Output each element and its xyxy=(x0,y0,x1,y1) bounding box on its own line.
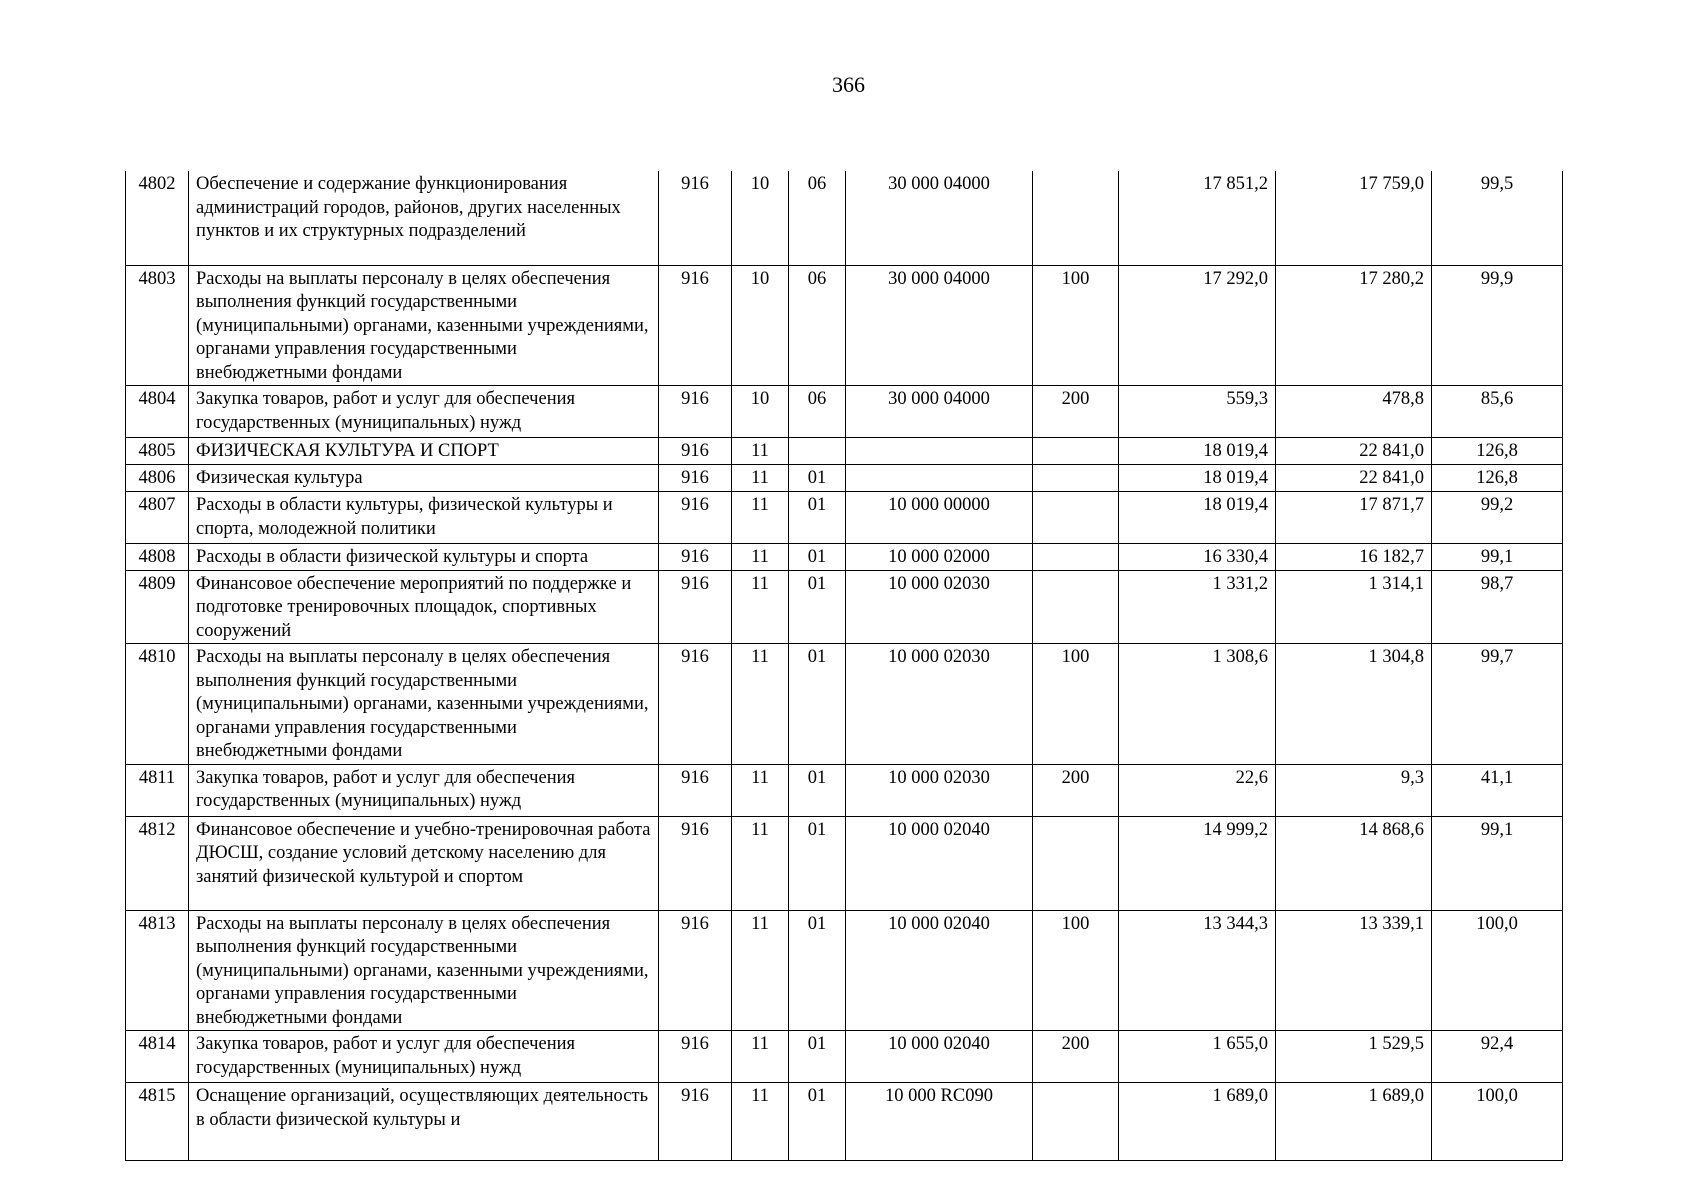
ved-cell: 916 xyxy=(659,1031,732,1083)
row-name-cell: Финансовое обеспечение и учебно-тренировочная работа ДЮСШ, создание условий детскому населению для занятий физической культурой и спортом xyxy=(189,816,659,910)
row-number-cell: 4813 xyxy=(126,910,189,1031)
actual-amount-cell: 1 689,0 xyxy=(1276,1083,1432,1161)
subsection-cell: 01 xyxy=(789,1031,846,1083)
subsection-cell: 01 xyxy=(789,544,846,571)
expense-type-cell xyxy=(1033,544,1119,571)
plan-amount-cell: 13 344,3 xyxy=(1119,910,1276,1031)
percent-cell: 100,0 xyxy=(1432,1083,1563,1161)
expense-type-cell xyxy=(1033,570,1119,644)
row-number-cell: 4812 xyxy=(126,816,189,910)
plan-amount-cell: 1 655,0 xyxy=(1119,1031,1276,1083)
percent-cell: 99,1 xyxy=(1432,544,1563,571)
expense-type-cell xyxy=(1033,492,1119,544)
plan-amount-cell: 1 308,6 xyxy=(1119,644,1276,765)
actual-amount-cell: 478,8 xyxy=(1276,386,1432,438)
table-row xyxy=(126,265,1563,386)
plan-amount-cell: 18 019,4 xyxy=(1119,492,1276,544)
expense-type-cell: 100 xyxy=(1033,644,1119,765)
subsection-cell: 01 xyxy=(789,1083,846,1161)
expense-type-cell: 100 xyxy=(1033,265,1119,386)
target-article-cell: 10 000 02000 xyxy=(846,544,1033,571)
actual-amount-cell: 22 841,0 xyxy=(1276,465,1432,492)
ved-cell: 916 xyxy=(659,764,732,816)
table-row xyxy=(126,171,1563,265)
percent-cell: 99,2 xyxy=(1432,492,1563,544)
actual-amount-cell: 14 868,6 xyxy=(1276,816,1432,910)
actual-amount-cell: 17 759,0 xyxy=(1276,171,1432,265)
plan-amount-cell: 22,6 xyxy=(1119,764,1276,816)
row-name-cell: Закупка товаров, работ и услуг для обеспечения государственных (муниципальных) нужд xyxy=(189,764,659,816)
section-cell: 11 xyxy=(732,764,789,816)
table-row xyxy=(126,764,1563,816)
actual-amount-cell: 9,3 xyxy=(1276,764,1432,816)
row-number-cell: 4815 xyxy=(126,1083,189,1161)
subsection-cell: 01 xyxy=(789,644,846,765)
ved-cell: 916 xyxy=(659,492,732,544)
plan-amount-cell: 18 019,4 xyxy=(1119,438,1276,465)
subsection-cell: 06 xyxy=(789,171,846,265)
actual-amount-cell: 16 182,7 xyxy=(1276,544,1432,571)
section-cell: 11 xyxy=(732,465,789,492)
section-cell: 11 xyxy=(732,544,789,571)
expense-type-cell: 200 xyxy=(1033,764,1119,816)
actual-amount-cell: 17 280,2 xyxy=(1276,265,1432,386)
row-name-cell: Расходы в области физической культуры и спорта xyxy=(189,544,659,571)
expense-type-cell xyxy=(1033,465,1119,492)
actual-amount-cell: 1 529,5 xyxy=(1276,1031,1432,1083)
subsection-cell xyxy=(789,438,846,465)
percent-cell: 99,7 xyxy=(1432,644,1563,765)
target-article-cell xyxy=(846,438,1033,465)
row-number-cell: 4806 xyxy=(126,465,189,492)
target-article-cell xyxy=(846,465,1033,492)
row-number-cell: 4804 xyxy=(126,386,189,438)
ved-cell: 916 xyxy=(659,570,732,644)
row-name-cell: ФИЗИЧЕСКАЯ КУЛЬТУРА И СПОРТ xyxy=(189,438,659,465)
actual-amount-cell: 13 339,1 xyxy=(1276,910,1432,1031)
row-name-cell: Закупка товаров, работ и услуг для обеспечения государственных (муниципальных) нужд xyxy=(189,386,659,438)
subsection-cell: 01 xyxy=(789,816,846,910)
ved-cell: 916 xyxy=(659,544,732,571)
table-row xyxy=(126,465,1563,492)
target-article-cell: 10 000 00000 xyxy=(846,492,1033,544)
percent-cell: 99,1 xyxy=(1432,816,1563,910)
target-article-cell: 10 000 02040 xyxy=(846,1031,1033,1083)
actual-amount-cell: 1 304,8 xyxy=(1276,644,1432,765)
ved-cell: 916 xyxy=(659,386,732,438)
subsection-cell: 01 xyxy=(789,910,846,1031)
plan-amount-cell: 14 999,2 xyxy=(1119,816,1276,910)
row-number-cell: 4802 xyxy=(126,171,189,265)
table-row xyxy=(126,492,1563,544)
row-number-cell: 4811 xyxy=(126,764,189,816)
subsection-cell: 06 xyxy=(789,386,846,438)
row-name-cell: Физическая культура xyxy=(189,465,659,492)
expense-type-cell xyxy=(1033,438,1119,465)
row-name-cell: Финансовое обеспечение мероприятий по поддержке и подготовке тренировочных площадок, спортивных сооружений xyxy=(189,570,659,644)
percent-cell: 126,8 xyxy=(1432,465,1563,492)
table-body xyxy=(126,171,1563,1161)
actual-amount-cell: 1 314,1 xyxy=(1276,570,1432,644)
section-cell: 11 xyxy=(732,1031,789,1083)
plan-amount-cell: 16 330,4 xyxy=(1119,544,1276,571)
table-row xyxy=(126,816,1563,910)
subsection-cell: 01 xyxy=(789,492,846,544)
target-article-cell: 10 000 02040 xyxy=(846,816,1033,910)
plan-amount-cell: 1 331,2 xyxy=(1119,570,1276,644)
section-cell: 11 xyxy=(732,816,789,910)
percent-cell: 99,9 xyxy=(1432,265,1563,386)
row-name-cell: Расходы на выплаты персоналу в целях обеспечения выполнения функций государственными (муниципальными) органами, казенными учреждениями, органами управления государственными внебюджетными фондами xyxy=(189,910,659,1031)
row-name-cell: Расходы на выплаты персоналу в целях обеспечения выполнения функций государственными (муниципальными) органами, казенными учреждениями, органами управления государственными внебюджетными фондами xyxy=(189,265,659,386)
percent-cell: 126,8 xyxy=(1432,438,1563,465)
table-row xyxy=(126,570,1563,644)
plan-amount-cell: 18 019,4 xyxy=(1119,465,1276,492)
section-cell: 11 xyxy=(732,492,789,544)
table-row xyxy=(126,1083,1563,1161)
row-name-cell: Расходы в области культуры, физической культуры и спорта, молодежной политики xyxy=(189,492,659,544)
actual-amount-cell: 17 871,7 xyxy=(1276,492,1432,544)
expense-type-cell xyxy=(1033,171,1119,265)
table-row xyxy=(126,438,1563,465)
ved-cell: 916 xyxy=(659,171,732,265)
subsection-cell: 06 xyxy=(789,265,846,386)
expense-type-cell: 200 xyxy=(1033,1031,1119,1083)
page-number: 366 xyxy=(832,72,865,97)
target-article-cell: 10 000 02030 xyxy=(846,644,1033,765)
percent-cell: 99,5 xyxy=(1432,171,1563,265)
section-cell: 10 xyxy=(732,171,789,265)
plan-amount-cell: 1 689,0 xyxy=(1119,1083,1276,1161)
section-cell: 11 xyxy=(732,644,789,765)
plan-amount-cell: 17 851,2 xyxy=(1119,171,1276,265)
target-article-cell: 10 000 RC090 xyxy=(846,1083,1033,1161)
section-cell: 11 xyxy=(732,570,789,644)
row-number-cell: 4805 xyxy=(126,438,189,465)
expense-type-cell: 100 xyxy=(1033,910,1119,1031)
row-number-cell: 4808 xyxy=(126,544,189,571)
plan-amount-cell: 17 292,0 xyxy=(1119,265,1276,386)
row-number-cell: 4807 xyxy=(126,492,189,544)
percent-cell: 92,4 xyxy=(1432,1031,1563,1083)
table-row xyxy=(126,1031,1563,1083)
row-number-cell: 4814 xyxy=(126,1031,189,1083)
row-number-cell: 4803 xyxy=(126,265,189,386)
ved-cell: 916 xyxy=(659,1083,732,1161)
section-cell: 11 xyxy=(732,1083,789,1161)
ved-cell: 916 xyxy=(659,644,732,765)
percent-cell: 41,1 xyxy=(1432,764,1563,816)
percent-cell: 100,0 xyxy=(1432,910,1563,1031)
subsection-cell: 01 xyxy=(789,764,846,816)
actual-amount-cell: 22 841,0 xyxy=(1276,438,1432,465)
subsection-cell: 01 xyxy=(789,465,846,492)
plan-amount-cell: 559,3 xyxy=(1119,386,1276,438)
expense-type-cell xyxy=(1033,816,1119,910)
row-number-cell: 4810 xyxy=(126,644,189,765)
row-number-cell: 4809 xyxy=(126,570,189,644)
target-article-cell: 10 000 02030 xyxy=(846,764,1033,816)
target-article-cell: 30 000 04000 xyxy=(846,386,1033,438)
section-cell: 11 xyxy=(732,438,789,465)
percent-cell: 98,7 xyxy=(1432,570,1563,644)
target-article-cell: 30 000 04000 xyxy=(846,171,1033,265)
percent-cell: 85,6 xyxy=(1432,386,1563,438)
table-row xyxy=(126,544,1563,571)
expense-type-cell xyxy=(1033,1083,1119,1161)
target-article-cell: 30 000 04000 xyxy=(846,265,1033,386)
subsection-cell: 01 xyxy=(789,570,846,644)
ved-cell: 916 xyxy=(659,910,732,1031)
table-row xyxy=(126,386,1563,438)
table-row xyxy=(126,644,1563,765)
ved-cell: 916 xyxy=(659,438,732,465)
target-article-cell: 10 000 02040 xyxy=(846,910,1033,1031)
row-name-cell: Закупка товаров, работ и услуг для обеспечения государственных (муниципальных) нужд xyxy=(189,1031,659,1083)
ved-cell: 916 xyxy=(659,816,732,910)
section-cell: 10 xyxy=(732,265,789,386)
row-name-cell: Оснащение организаций, осуществляющих деятельность в области физической культуры и xyxy=(189,1083,659,1161)
section-cell: 11 xyxy=(732,910,789,1031)
table-row xyxy=(126,910,1563,1031)
budget-table xyxy=(125,171,1563,1161)
section-cell: 10 xyxy=(732,386,789,438)
target-article-cell: 10 000 02030 xyxy=(846,570,1033,644)
ved-cell: 916 xyxy=(659,465,732,492)
row-name-cell: Обеспечение и содержание функционирования администраций городов, районов, других населенных пунктов и их структурных подразделений xyxy=(189,171,659,265)
expense-type-cell: 200 xyxy=(1033,386,1119,438)
row-name-cell: Расходы на выплаты персоналу в целях обеспечения выполнения функций государственными (муниципальными) органами, казенными учреждениями, органами управления государственными внебюджетными фондами xyxy=(189,644,659,765)
ved-cell: 916 xyxy=(659,265,732,386)
